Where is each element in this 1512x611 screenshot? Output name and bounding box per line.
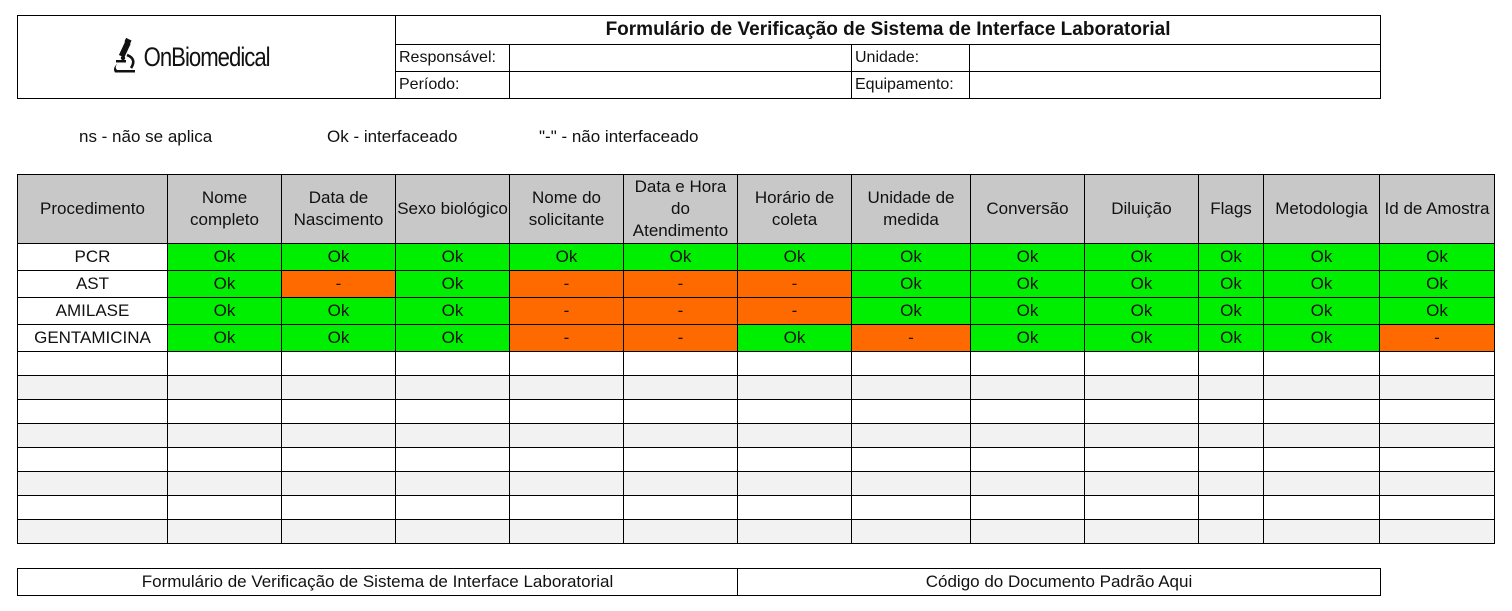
status-cell[interactable]: Ok xyxy=(510,244,624,271)
empty-cell[interactable] xyxy=(971,448,1085,472)
empty-cell[interactable] xyxy=(510,496,624,520)
empty-cell[interactable] xyxy=(1380,400,1495,424)
status-cell[interactable]: Ok xyxy=(852,298,971,325)
column-header: Nome do solicitante xyxy=(510,175,624,244)
table-row xyxy=(18,244,1495,271)
status-cell[interactable]: Ok xyxy=(1264,298,1380,325)
empty-cell[interactable] xyxy=(1264,520,1380,544)
empty-cell[interactable] xyxy=(738,472,852,496)
empty-cell[interactable] xyxy=(168,400,282,424)
status-cell[interactable]: Ok xyxy=(852,271,971,298)
empty-cell[interactable] xyxy=(624,496,738,520)
status-cell[interactable]: Ok xyxy=(168,244,282,271)
column-header: Diluição xyxy=(1085,175,1199,244)
empty-cell[interactable] xyxy=(738,376,852,400)
table-row xyxy=(18,325,1495,352)
status-cell[interactable]: Ok xyxy=(852,244,971,271)
empty-cell[interactable] xyxy=(1264,496,1380,520)
status-cell[interactable]: Ok xyxy=(1199,298,1264,325)
status-cell[interactable]: Ok xyxy=(1380,298,1495,325)
status-cell[interactable]: Ok xyxy=(1264,244,1380,271)
empty-cell[interactable] xyxy=(396,400,510,424)
empty-cell[interactable] xyxy=(624,352,738,376)
empty-cell[interactable] xyxy=(971,400,1085,424)
empty-cell[interactable] xyxy=(18,400,168,424)
form-header xyxy=(17,15,1381,99)
status-cell[interactable]: Ok xyxy=(282,325,396,352)
empty-cell[interactable] xyxy=(624,472,738,496)
status-cell[interactable]: - xyxy=(624,298,738,325)
empty-cell[interactable] xyxy=(282,424,396,448)
empty-cell[interactable] xyxy=(738,400,852,424)
empty-cell[interactable] xyxy=(1085,400,1199,424)
responsavel-label: Responsável: xyxy=(396,45,510,72)
empty-cell[interactable] xyxy=(852,352,971,376)
empty-cell[interactable] xyxy=(1199,376,1264,400)
empty-cell[interactable] xyxy=(282,352,396,376)
empty-cell[interactable] xyxy=(1264,376,1380,400)
empty-cell[interactable] xyxy=(1264,448,1380,472)
empty-cell[interactable] xyxy=(624,424,738,448)
empty-row xyxy=(18,400,1495,424)
procedure-name: GENTAMICINA xyxy=(18,325,168,352)
status-cell[interactable]: Ok xyxy=(396,298,510,325)
empty-cell[interactable] xyxy=(738,496,852,520)
legend-ns: ns - não se aplica xyxy=(79,127,213,146)
empty-cell[interactable] xyxy=(510,424,624,448)
column-header: Data e Hora do Atendimento xyxy=(624,175,738,244)
empty-cell[interactable] xyxy=(624,520,738,544)
empty-cell[interactable] xyxy=(1199,496,1264,520)
empty-cell[interactable] xyxy=(510,352,624,376)
unidade-field[interactable] xyxy=(970,45,1381,72)
empty-cell[interactable] xyxy=(510,376,624,400)
column-header: Flags xyxy=(1199,175,1264,244)
empty-cell[interactable] xyxy=(1380,424,1495,448)
status-cell[interactable]: - xyxy=(738,298,852,325)
logo-cell xyxy=(18,16,396,99)
empty-cell[interactable] xyxy=(624,448,738,472)
empty-cell[interactable] xyxy=(1085,472,1199,496)
empty-cell[interactable] xyxy=(738,352,852,376)
column-header: Data de Nascimento xyxy=(282,175,396,244)
status-cell[interactable]: Ok xyxy=(282,244,396,271)
empty-cell[interactable] xyxy=(971,376,1085,400)
empty-cell[interactable] xyxy=(282,496,396,520)
form-title: Formulário de Verificação de Sistema de Interface Laboratorial xyxy=(396,16,1381,45)
status-cell[interactable]: - xyxy=(510,271,624,298)
empty-cell[interactable] xyxy=(1264,400,1380,424)
empty-cell[interactable] xyxy=(1380,352,1495,376)
empty-cell[interactable] xyxy=(1199,400,1264,424)
empty-cell[interactable] xyxy=(168,376,282,400)
empty-row xyxy=(18,352,1495,376)
empty-cell[interactable] xyxy=(168,352,282,376)
procedure-name: AMILASE xyxy=(18,298,168,325)
empty-cell[interactable] xyxy=(852,448,971,472)
empty-cell[interactable] xyxy=(738,424,852,448)
empty-cell[interactable] xyxy=(18,376,168,400)
equipamento-field[interactable] xyxy=(970,72,1381,99)
status-cell[interactable]: Ok xyxy=(1264,325,1380,352)
status-cell[interactable]: Ok xyxy=(1380,271,1495,298)
empty-cell[interactable] xyxy=(510,520,624,544)
empty-cell[interactable] xyxy=(396,424,510,448)
empty-cell[interactable] xyxy=(852,520,971,544)
empty-cell[interactable] xyxy=(18,352,168,376)
empty-cell[interactable] xyxy=(1264,472,1380,496)
empty-cell[interactable] xyxy=(18,520,168,544)
status-cell[interactable]: - xyxy=(510,325,624,352)
status-cell[interactable]: Ok xyxy=(738,244,852,271)
empty-cell[interactable] xyxy=(1085,448,1199,472)
status-cell[interactable]: Ok xyxy=(1199,271,1264,298)
empty-cell[interactable] xyxy=(852,400,971,424)
empty-cell[interactable] xyxy=(168,424,282,448)
periodo-field[interactable] xyxy=(510,72,852,99)
empty-cell[interactable] xyxy=(282,376,396,400)
column-header: Nome completo xyxy=(168,175,282,244)
empty-cell[interactable] xyxy=(971,472,1085,496)
empty-cell[interactable] xyxy=(1264,424,1380,448)
empty-cell[interactable] xyxy=(1085,520,1199,544)
empty-cell[interactable] xyxy=(282,400,396,424)
form-footer xyxy=(17,568,1381,596)
column-header: Conversão xyxy=(971,175,1085,244)
empty-cell[interactable] xyxy=(396,352,510,376)
status-cell[interactable]: Ok xyxy=(1380,244,1495,271)
empty-cell[interactable] xyxy=(168,472,282,496)
status-cell[interactable]: Ok xyxy=(396,244,510,271)
empty-cell[interactable] xyxy=(852,496,971,520)
empty-cell[interactable] xyxy=(396,472,510,496)
empty-cell[interactable] xyxy=(1199,472,1264,496)
empty-cell[interactable] xyxy=(1380,376,1495,400)
empty-cell[interactable] xyxy=(1380,448,1495,472)
empty-cell[interactable] xyxy=(282,472,396,496)
empty-cell[interactable] xyxy=(971,424,1085,448)
status-cell[interactable]: - xyxy=(738,271,852,298)
column-header: Metodologia xyxy=(1264,175,1380,244)
empty-cell[interactable] xyxy=(1199,520,1264,544)
empty-cell[interactable] xyxy=(396,496,510,520)
status-cell[interactable]: - xyxy=(852,325,971,352)
empty-row xyxy=(18,520,1495,544)
empty-cell[interactable] xyxy=(852,424,971,448)
empty-row xyxy=(18,448,1495,472)
table-row xyxy=(18,271,1495,298)
empty-cell[interactable] xyxy=(1199,352,1264,376)
empty-row xyxy=(18,376,1495,400)
status-cell[interactable]: Ok xyxy=(168,298,282,325)
status-cell[interactable]: Ok xyxy=(168,325,282,352)
status-cell[interactable]: Ok xyxy=(396,271,510,298)
procedure-name: AST xyxy=(18,271,168,298)
empty-cell[interactable] xyxy=(852,472,971,496)
empty-row xyxy=(18,472,1495,496)
responsavel-field[interactable] xyxy=(510,45,852,72)
column-header: Horário de coleta xyxy=(738,175,852,244)
empty-cell[interactable] xyxy=(396,520,510,544)
status-cell[interactable]: Ok xyxy=(971,325,1085,352)
empty-cell[interactable] xyxy=(282,448,396,472)
footer-document-code: Código do Documento Padrão Aqui xyxy=(738,569,1381,596)
empty-cell[interactable] xyxy=(1264,352,1380,376)
verification-table xyxy=(17,174,1495,544)
column-header: Id de Amostra xyxy=(1380,175,1495,244)
procedure-name: PCR xyxy=(18,244,168,271)
empty-cell[interactable] xyxy=(852,376,971,400)
empty-cell[interactable] xyxy=(18,448,168,472)
status-cell[interactable]: - xyxy=(510,298,624,325)
column-header: Sexo biológico xyxy=(396,175,510,244)
empty-cell[interactable] xyxy=(1085,424,1199,448)
table-row xyxy=(18,298,1495,325)
empty-cell[interactable] xyxy=(18,424,168,448)
empty-cell[interactable] xyxy=(168,520,282,544)
status-cell[interactable]: Ok xyxy=(1085,298,1199,325)
table-header-row xyxy=(18,175,1495,244)
empty-cell[interactable] xyxy=(624,400,738,424)
status-cell[interactable]: Ok xyxy=(168,271,282,298)
status-cell[interactable]: Ok xyxy=(624,244,738,271)
empty-cell[interactable] xyxy=(1085,496,1199,520)
status-cell[interactable]: Ok xyxy=(1085,271,1199,298)
empty-cell[interactable] xyxy=(1199,448,1264,472)
empty-cell[interactable] xyxy=(510,448,624,472)
empty-cell[interactable] xyxy=(168,448,282,472)
logo-text: OnBiomedical xyxy=(143,41,270,72)
empty-cell[interactable] xyxy=(1085,352,1199,376)
legend-ok: Ok - interfaceado xyxy=(327,127,458,146)
empty-cell[interactable] xyxy=(18,472,168,496)
status-cell[interactable]: Ok xyxy=(971,298,1085,325)
empty-cell[interactable] xyxy=(624,376,738,400)
status-cell[interactable]: - xyxy=(624,271,738,298)
status-cell[interactable]: Ok xyxy=(396,325,510,352)
empty-cell[interactable] xyxy=(971,352,1085,376)
empty-cell[interactable] xyxy=(971,520,1085,544)
unidade-label: Unidade: xyxy=(852,45,970,72)
status-cell[interactable]: Ok xyxy=(1085,244,1199,271)
status-cell[interactable]: Ok xyxy=(738,325,852,352)
status-cell[interactable]: - xyxy=(1380,325,1495,352)
empty-cell[interactable] xyxy=(510,400,624,424)
status-cell[interactable]: Ok xyxy=(1264,271,1380,298)
empty-cell[interactable] xyxy=(738,520,852,544)
empty-cell[interactable] xyxy=(396,376,510,400)
status-cell[interactable]: Ok xyxy=(282,298,396,325)
status-cell[interactable]: Ok xyxy=(971,271,1085,298)
status-cell[interactable]: Ok xyxy=(971,244,1085,271)
equipamento-label: Equipamento: xyxy=(852,72,970,99)
empty-cell[interactable] xyxy=(396,448,510,472)
empty-cell[interactable] xyxy=(738,448,852,472)
empty-cell[interactable] xyxy=(18,496,168,520)
footer-title: Formulário de Verificação de Sistema de Interface Laboratorial xyxy=(18,569,738,596)
column-header: Procedimento xyxy=(18,175,168,244)
status-cell[interactable]: Ok xyxy=(1085,325,1199,352)
status-cell[interactable]: - xyxy=(624,325,738,352)
periodo-label: Período: xyxy=(396,72,510,99)
empty-cell[interactable] xyxy=(1380,496,1495,520)
empty-cell[interactable] xyxy=(1380,472,1495,496)
status-cell[interactable]: Ok xyxy=(1199,325,1264,352)
column-header: Unidade de medida xyxy=(852,175,971,244)
legend-dash: "-" - não interfaceado xyxy=(539,127,699,146)
status-cell[interactable]: Ok xyxy=(1199,244,1264,271)
empty-row xyxy=(18,424,1495,448)
status-cell[interactable]: - xyxy=(282,271,396,298)
empty-cell[interactable] xyxy=(1380,520,1495,544)
empty-cell[interactable] xyxy=(971,496,1085,520)
microscope-icon xyxy=(113,37,139,73)
empty-cell[interactable] xyxy=(282,520,396,544)
empty-cell[interactable] xyxy=(510,472,624,496)
empty-cell[interactable] xyxy=(1085,376,1199,400)
logo xyxy=(113,37,301,73)
empty-row xyxy=(18,496,1495,520)
empty-cell[interactable] xyxy=(1199,424,1264,448)
empty-cell[interactable] xyxy=(168,496,282,520)
